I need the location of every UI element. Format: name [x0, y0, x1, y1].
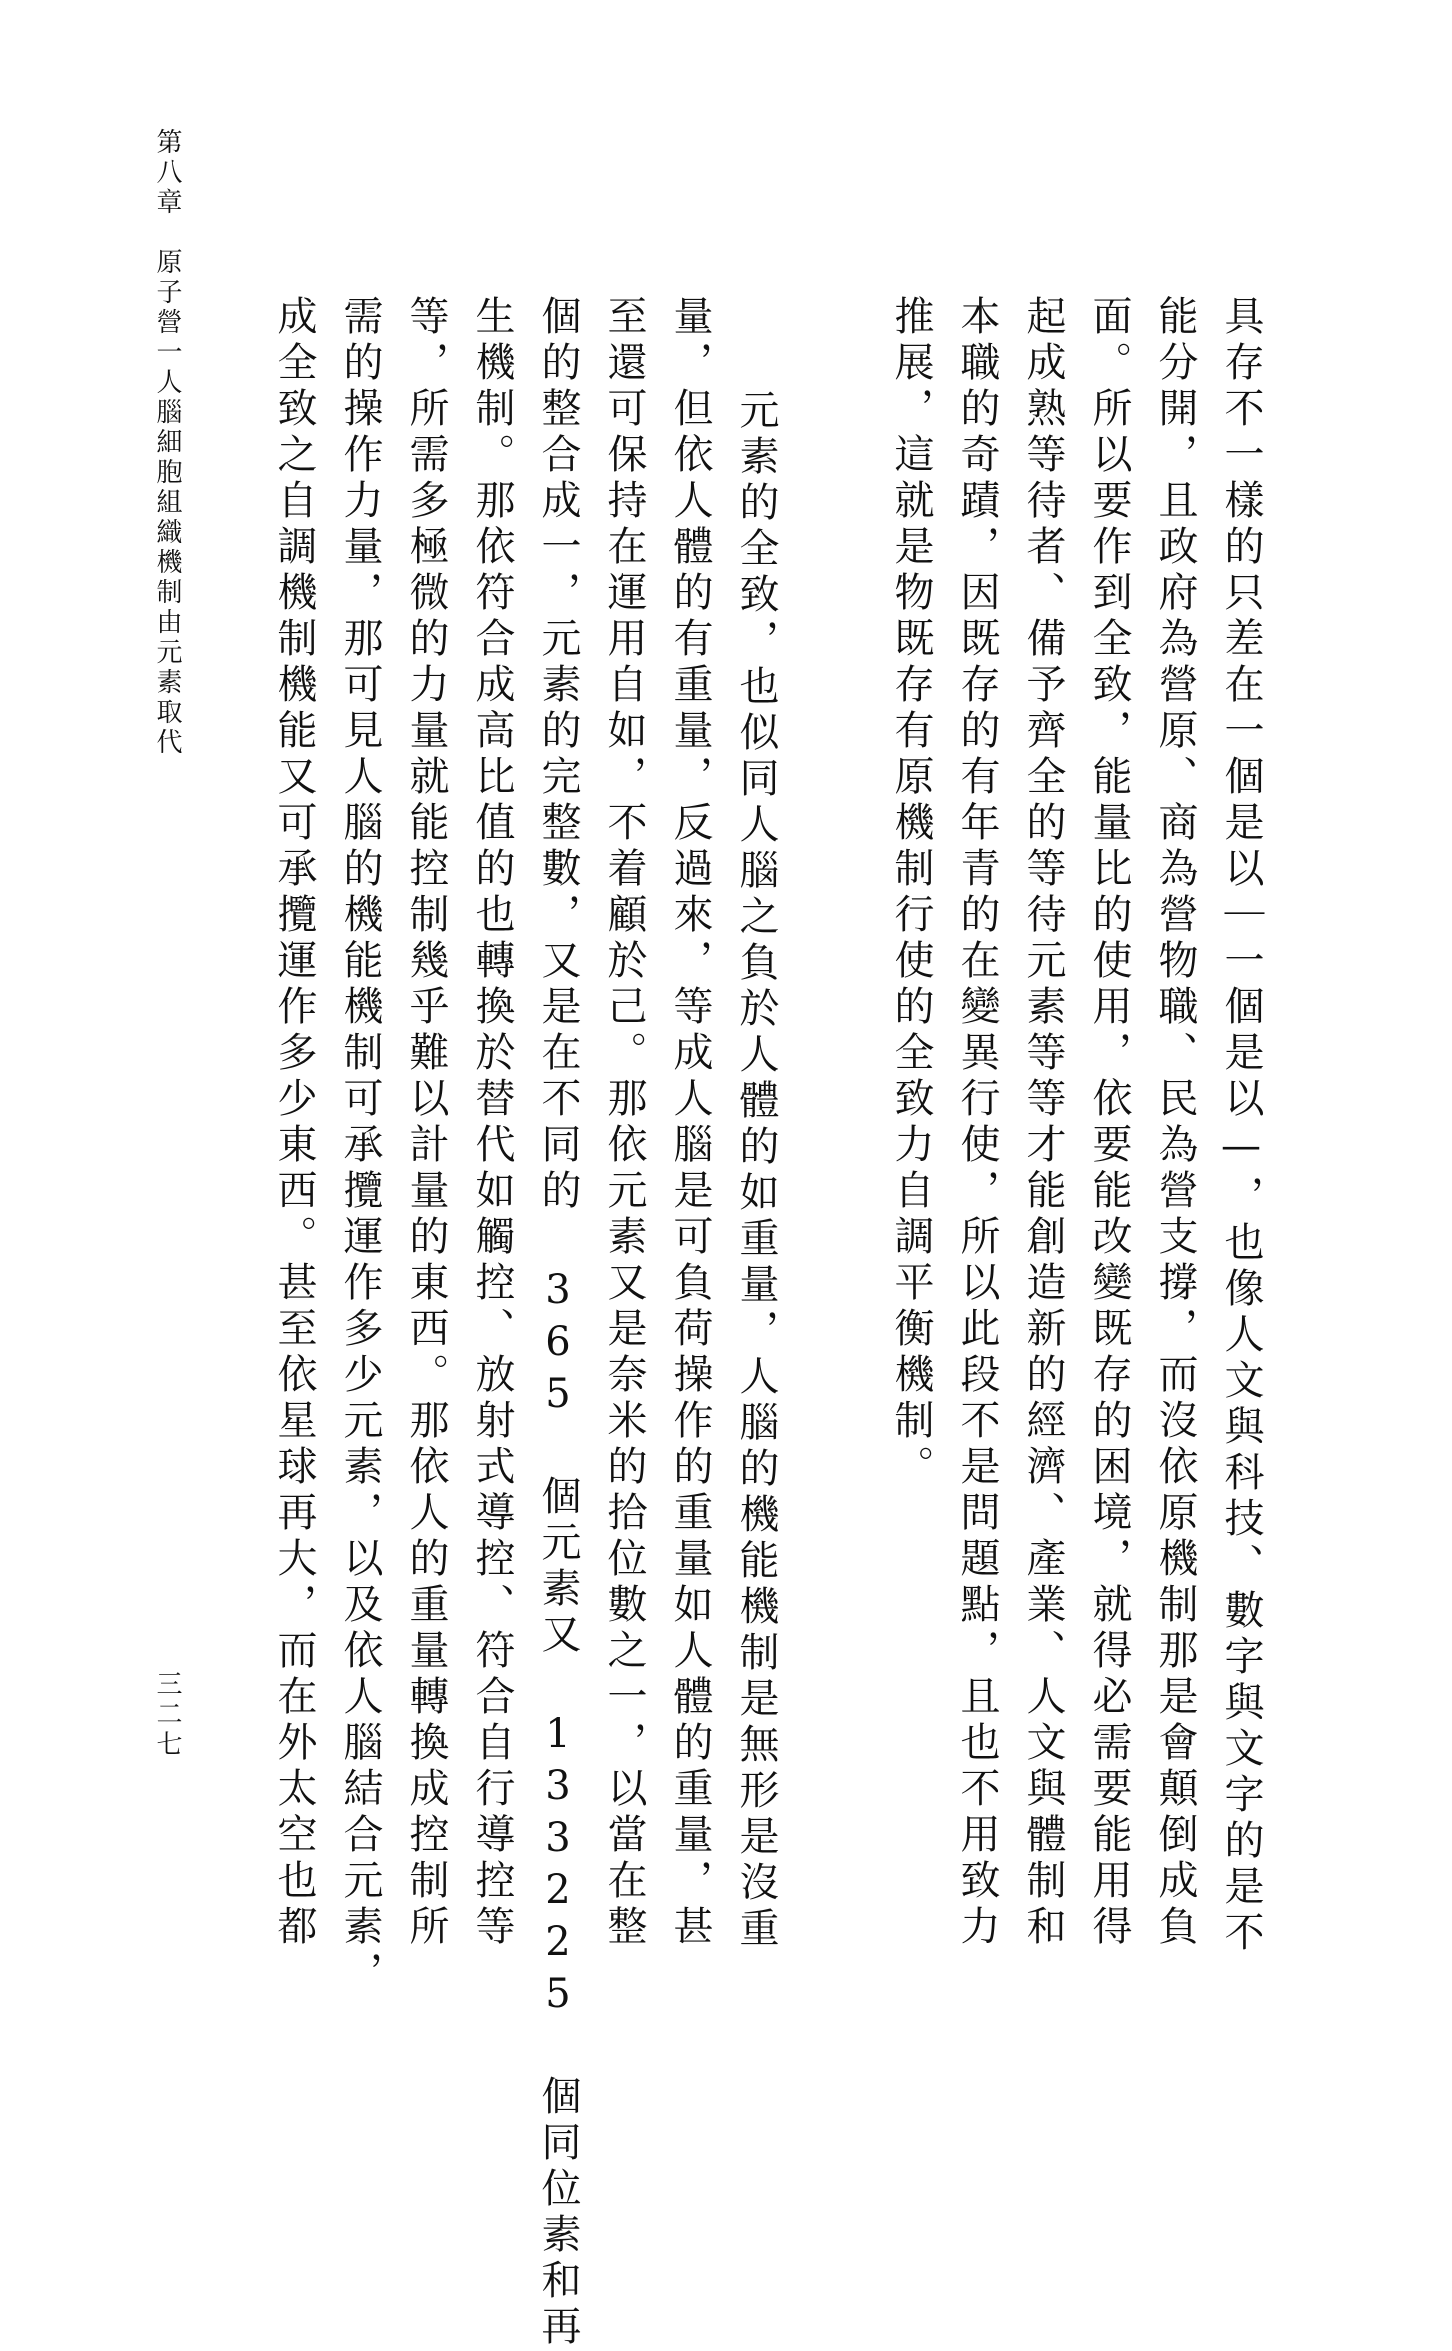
chapter-title: 原子營一人腦細胞組織機制由元素取代 — [152, 248, 182, 758]
chapter-label: 第八章 — [152, 128, 182, 218]
running-header — [152, 128, 182, 758]
paragraph-two-line: 需的操作力量，那可見人腦的機能機制可承攬運作多少元素，以及依人腦結合元素， — [337, 295, 383, 1997]
paragraph-two-line: 生機制。那依符合成高比值的也轉換於替代如觸控、放射式導控、符合自行導控等 — [469, 295, 515, 1951]
paragraph-two-line: 成全致之自調機制機能又可承攬運作多少東西。甚至依星球再大，而在外太空也都 — [271, 295, 317, 1951]
paragraph-one-line: 推展，這就是物既存有原機制行使的全致力自調平衡機制。 — [888, 295, 934, 1491]
paragraph-one-line: 具存不一樣的只差在一個是以｜一個是以—，也像人文與科技、數字與文字的是不 — [1218, 295, 1264, 1957]
paragraph-two-line: 個的整合成一，元素的完整數，又是在不同的 365 個元素又 133225 個同位素和再 — [535, 295, 581, 2351]
paragraph-two-line: 至還可保持在運用自如，不着顧於己。那依元素又是奈米的拾位數之一，以當在整 — [601, 295, 647, 1951]
paragraph-one-line: 能分開，且政府為營原、商為營物職、民為營支撐，而沒依原機制那是會顛倒成負 — [1152, 295, 1198, 1951]
paragraph-one-line: 面。所以要作到全致，能量比的使用，依要能改變既存的困境，就得必需要能用得 — [1086, 295, 1132, 1951]
paragraph-two-line: 量，但依人體的有重量，反過來，等成人腦是可負荷操作的重量如人體的重量，甚 — [667, 295, 713, 1951]
paragraph-one-line: 本職的奇蹟，因既存的有年青的在變異行使，所以此段不是問題點，且也不用致力 — [954, 295, 1000, 1951]
page-number: 三二七 — [152, 1670, 182, 1760]
paragraph-two-line: 元素的全致，也似同人腦之負於人體的如重量，人腦的機能機制是無形是沒重 — [733, 389, 779, 1953]
paragraph-two-line: 等，所需多極微的力量就能控制幾乎難以計量的東西。那依人的重量轉換成控制所 — [403, 295, 449, 1951]
paragraph-one-line: 起成熟等待者、備予齊全的等待元素等等才能創造新的經濟、產業、人文與體制和 — [1020, 295, 1066, 1951]
